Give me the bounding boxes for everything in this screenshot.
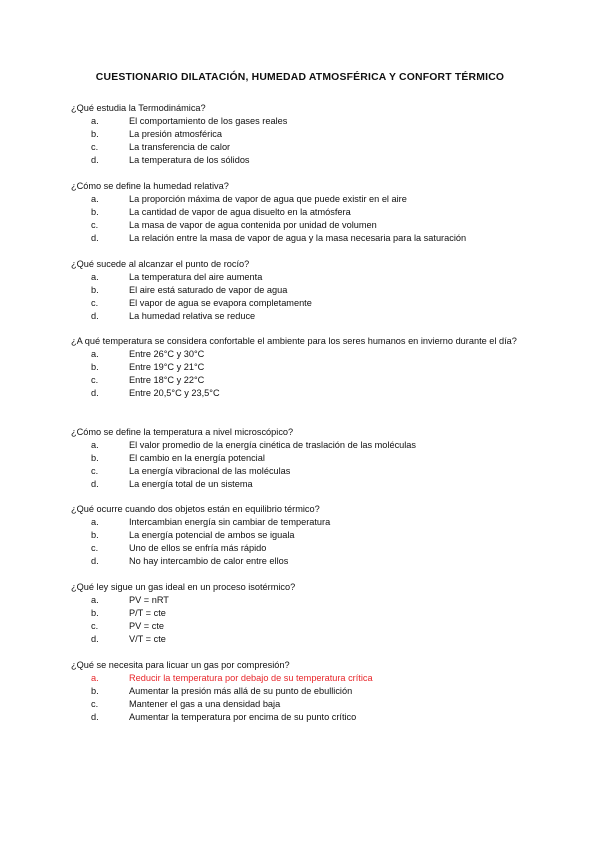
- option: [71, 439, 531, 452]
- option-letter: d.: [91, 311, 99, 321]
- option-text: La temperatura de los sólidos: [129, 155, 250, 165]
- option: [71, 529, 531, 542]
- option-highlighted: [71, 672, 531, 685]
- option-letter: c.: [91, 621, 99, 631]
- option-letter: b.: [91, 530, 99, 540]
- option-list: [71, 594, 531, 646]
- option-letter: a.: [91, 440, 99, 450]
- option-letter: c.: [91, 543, 99, 553]
- option-text: La masa de vapor de agua contenida por unidad de volumen: [129, 220, 377, 230]
- option-letter: c.: [91, 699, 99, 709]
- option: [71, 465, 531, 478]
- option: [71, 361, 531, 374]
- option: [71, 594, 531, 607]
- option-letter: c.: [91, 375, 99, 385]
- option-text: PV = cte: [129, 621, 164, 631]
- option: [71, 154, 531, 167]
- option-text: Uno de ellos se enfría más rápido: [129, 543, 267, 553]
- option-text: La presión atmosférica: [129, 129, 222, 139]
- option-list: [71, 672, 531, 724]
- option: [71, 115, 531, 128]
- question-5: [71, 425, 531, 491]
- option-text: Aumentar la temperatura por encima de su punto crítico: [129, 712, 357, 722]
- option: [71, 478, 531, 491]
- option-letter: d.: [91, 233, 99, 243]
- option: [71, 685, 531, 698]
- option: [71, 206, 531, 219]
- option: [71, 698, 531, 711]
- option-letter: b.: [91, 285, 99, 295]
- option-text: PV = nRT: [129, 595, 169, 605]
- option-text: Aumentar la presión más allá de su punto de ebullición: [129, 686, 353, 696]
- option-text: La relación entre la masa de vapor de agua y la masa necesaria para la saturación: [129, 233, 467, 243]
- option-letter: b.: [91, 686, 99, 696]
- option-letter: a.: [91, 595, 99, 605]
- option: [71, 620, 531, 633]
- option-list: [71, 348, 531, 400]
- option: [71, 348, 531, 361]
- option-letter: b.: [91, 207, 99, 217]
- option-letter: c.: [91, 298, 99, 308]
- option: [71, 452, 531, 465]
- option-text: El comportamiento de los gases reales: [129, 116, 288, 126]
- question-7: [71, 580, 531, 646]
- option-text: P/T = cte: [129, 608, 166, 618]
- question-text: ¿Cómo se define la humedad relativa?: [71, 181, 229, 191]
- option-text: La humedad relativa se reduce: [129, 311, 256, 321]
- option-text: No hay intercambio de calor entre ellos: [129, 556, 289, 566]
- option: [71, 555, 531, 568]
- question-text: ¿Qué se necesita para licuar un gas por compresión?: [71, 660, 290, 670]
- option-list: [71, 271, 531, 323]
- question-text: ¿A qué temperatura se considera confortable el ambiente para los seres humanos en invierno durante el día?: [71, 336, 517, 346]
- option-list: [71, 193, 531, 245]
- question-3: [71, 257, 531, 323]
- option-letter: b.: [91, 453, 99, 463]
- option-text: Entre 26°C y 30°C: [129, 349, 205, 359]
- option: [71, 297, 531, 310]
- option-text: El vapor de agua se evapora completamente: [129, 298, 312, 308]
- option-letter: b.: [91, 362, 99, 372]
- option-text: La energía potencial de ambos se iguala: [129, 530, 295, 540]
- option-text: Reducir la temperatura por debajo de su temperatura crítica: [129, 673, 373, 683]
- option-letter: a.: [91, 673, 99, 683]
- option-letter: c.: [91, 466, 99, 476]
- question-2: [71, 179, 531, 245]
- option-letter: b.: [91, 608, 99, 618]
- option: [71, 607, 531, 620]
- option-letter: d.: [91, 634, 99, 644]
- option-text: La energía total de un sistema: [129, 479, 253, 489]
- question-6: [71, 502, 531, 568]
- question-4: [71, 334, 531, 400]
- option-letter: a.: [91, 116, 99, 126]
- question-text: ¿Qué sucede al alcanzar el punto de rocío?: [71, 259, 250, 269]
- option: [71, 219, 531, 232]
- option: [71, 141, 531, 154]
- option-list: [71, 516, 531, 568]
- option-letter: a.: [91, 517, 99, 527]
- option-letter: c.: [91, 220, 99, 230]
- option-text: La proporción máxima de vapor de agua que puede existir en el aire: [129, 194, 407, 204]
- question-1: [71, 101, 531, 167]
- option-letter: a.: [91, 272, 99, 282]
- option: [71, 374, 531, 387]
- option-text: Entre 20,5°C y 23,5°C: [129, 388, 220, 398]
- option: [71, 516, 531, 529]
- question-text: ¿Qué ley sigue un gas ideal en un proceso isotérmico?: [71, 582, 296, 592]
- option-text: La energía vibracional de las moléculas: [129, 466, 291, 476]
- option: [71, 193, 531, 206]
- option-text: Entre 18°C y 22°C: [129, 375, 205, 385]
- option-letter: d.: [91, 155, 99, 165]
- option-text: Entre 19°C y 21°C: [129, 362, 205, 372]
- option-text: El aire está saturado de vapor de agua: [129, 285, 288, 295]
- option-letter: c.: [91, 142, 99, 152]
- option-letter: d.: [91, 556, 99, 566]
- option: [71, 284, 531, 297]
- option: [71, 387, 531, 400]
- option-letter: d.: [91, 712, 99, 722]
- option: [71, 128, 531, 141]
- question-text: ¿Qué estudia la Termodinámica?: [71, 103, 206, 113]
- question-text: ¿Cómo se define la temperatura a nivel microscópico?: [71, 427, 294, 437]
- option: [71, 711, 531, 724]
- option: [71, 542, 531, 555]
- question-8: [71, 658, 531, 724]
- option-text: Mantener el gas a una densidad baja: [129, 699, 281, 709]
- option-text: El valor promedio de la energía cinética de traslación de las moléculas: [129, 440, 417, 450]
- option-text: La temperatura del aire aumenta: [129, 272, 263, 282]
- document-title: CUESTIONARIO DILATACIÓN, HUMEDAD ATMOSFÉRICA Y CONFORT TÉRMICO: [95, 72, 505, 83]
- option-letter: d.: [91, 388, 99, 398]
- option-letter: d.: [91, 479, 99, 489]
- option-list: [71, 115, 531, 167]
- option-text: La cantidad de vapor de agua disuelto en la atmósfera: [129, 207, 351, 217]
- option: [71, 310, 531, 323]
- option-text: Intercambian energía sin cambiar de temperatura: [129, 517, 331, 527]
- option-text: V/T = cte: [129, 634, 166, 644]
- question-text: ¿Qué ocurre cuando dos objetos están en equilibrio térmico?: [71, 504, 320, 514]
- option-text: El cambio en la energía potencial: [129, 453, 265, 463]
- option-letter: b.: [91, 129, 99, 139]
- option: [71, 232, 531, 245]
- option-letter: a.: [91, 194, 99, 204]
- option-text: La transferencia de calor: [129, 142, 231, 152]
- option: [71, 271, 531, 284]
- option: [71, 633, 531, 646]
- option-list: [71, 439, 531, 491]
- option-letter: a.: [91, 349, 99, 359]
